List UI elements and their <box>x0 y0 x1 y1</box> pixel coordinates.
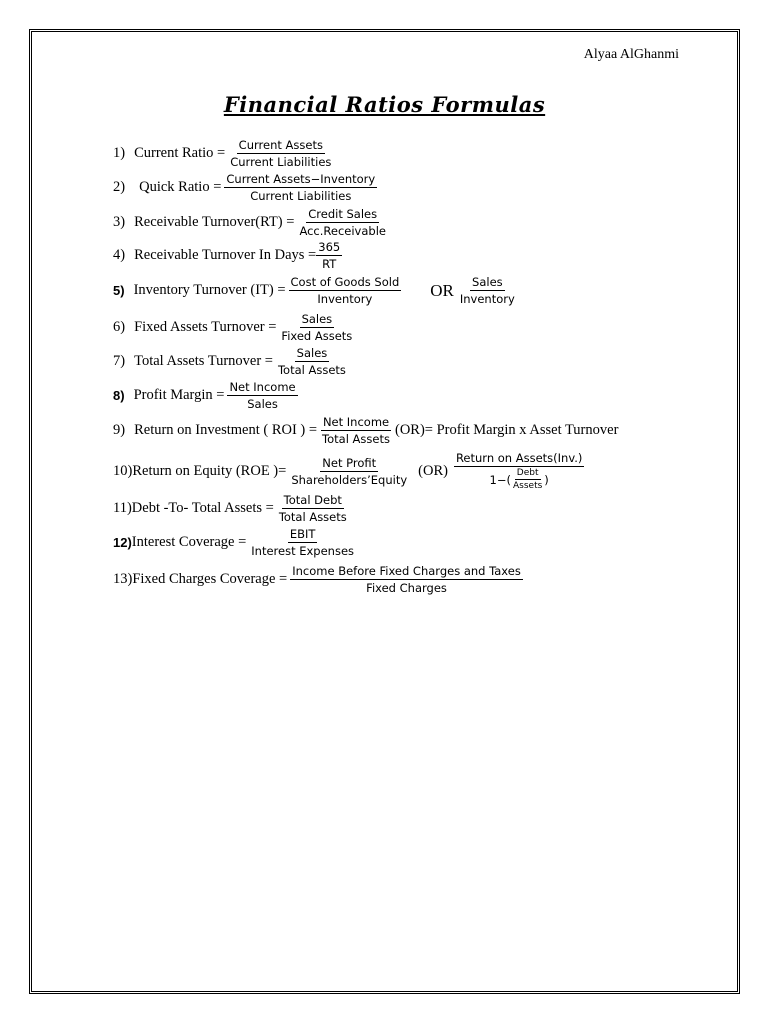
fraction-numerator: Sales <box>301 312 333 326</box>
formula-fraction <box>224 172 377 203</box>
nested-fraction <box>511 468 544 491</box>
formula-fraction <box>228 138 333 169</box>
formula-row-13 <box>113 564 526 595</box>
formula-suffix: (OR)= Profit Margin x Asset Turnover <box>395 422 619 438</box>
formula-label: Fixed Charges Coverage = <box>132 571 288 587</box>
or-separator: (OR) <box>418 462 448 479</box>
formula-row-12 <box>113 527 359 558</box>
formula-number: 11) <box>113 500 132 516</box>
fraction-numerator: Return on Assets(Inv.) <box>455 451 583 465</box>
page-title: Financial Ratios Formulas <box>223 92 546 117</box>
fraction-denominator: Interest Expenses <box>251 544 355 558</box>
formula-number: 6) <box>113 319 126 335</box>
formula-row-6 <box>113 312 357 343</box>
fraction-denominator: Sales <box>247 397 278 411</box>
formula-row-1 <box>113 138 336 169</box>
formula-fraction <box>297 207 388 238</box>
formula-row-5 <box>113 275 520 306</box>
author-name: Alyaa AlGhanmi <box>583 47 679 62</box>
formula-label: Return on Equity (ROE )= <box>132 462 287 479</box>
formula-fraction <box>279 312 354 343</box>
formula-fraction <box>249 527 356 558</box>
fraction-denominator: Acc.Receivable <box>299 224 386 238</box>
fraction-numerator: EBIT <box>289 527 316 541</box>
formula-row-7 <box>113 346 351 377</box>
formula-row-4 <box>113 240 345 271</box>
alt-formula-fraction <box>454 451 584 491</box>
formula-fraction <box>289 456 409 487</box>
formula-row-3 <box>113 207 391 238</box>
fraction-numerator: Net Income <box>229 380 296 394</box>
document-page <box>31 31 738 992</box>
fraction-denominator: Fixed Assets <box>281 329 353 343</box>
formula-label: Receivable Turnover(RT) = <box>134 214 295 230</box>
formula-label: Debt -To- Total Assets = <box>131 500 274 516</box>
formula-number: 4) <box>113 247 126 263</box>
fraction-denominator: Inventory <box>459 292 515 306</box>
alt-formula-fraction <box>458 275 517 306</box>
fraction-numerator: Income Before Fixed Charges and Taxes <box>292 564 521 578</box>
formula-number: 12) <box>113 535 132 550</box>
formula-number: 8) <box>113 388 125 403</box>
formula-fraction <box>227 380 297 411</box>
formula-label: Inventory Turnover (IT) = <box>133 282 286 298</box>
formula-number: 5) <box>113 283 125 298</box>
formula-label: Total Assets Turnover = <box>134 353 273 369</box>
fraction-denominator <box>488 467 551 491</box>
fraction-numerator: Current Assets <box>238 138 323 152</box>
fraction-numerator: Current Assets−Inventory <box>226 172 376 186</box>
fraction-numerator: 365 <box>318 240 341 254</box>
fraction-numerator: Net Profit <box>322 455 377 470</box>
fraction-denominator: RT <box>322 257 337 271</box>
formula-fraction <box>276 346 348 377</box>
formula-number: 13) <box>113 571 133 587</box>
formula-label: Interest Coverage = <box>131 534 247 550</box>
fraction-denominator: Total Assets <box>278 510 347 524</box>
formula-row-11 <box>113 493 352 524</box>
formula-fraction <box>290 564 523 595</box>
fraction-denominator: Fixed Charges <box>366 581 447 595</box>
formula-row-2 <box>113 172 380 203</box>
formula-row-10 <box>113 451 587 491</box>
fraction-denominator: Inventory <box>317 292 373 306</box>
formula-label: Return on Investment ( ROI ) = <box>134 422 318 438</box>
fraction-numerator: Sales <box>472 275 503 289</box>
fraction-numerator: Net Income <box>322 415 390 429</box>
formula-fraction <box>289 275 402 306</box>
fraction-denominator: Assets <box>513 481 543 491</box>
formula-label: Profit Margin = <box>133 387 225 403</box>
formula-fraction <box>320 415 392 446</box>
fraction-numerator: Sales <box>296 346 328 360</box>
or-separator: OR <box>430 280 454 300</box>
fraction-denominator: Shareholders’Equity <box>291 472 408 487</box>
formula-number: 9) <box>113 422 126 438</box>
formula-number: 2) <box>113 179 126 195</box>
fraction-denominator: Current Liabilities <box>250 189 352 203</box>
formula-number: 10) <box>113 462 133 479</box>
fraction-numerator: Credit Sales <box>308 207 378 221</box>
formula-label: Fixed Assets Turnover = <box>134 319 277 335</box>
formula-row-8 <box>113 380 301 411</box>
formula-number: 1) <box>113 145 126 161</box>
formula-label: Quick Ratio = <box>139 179 222 195</box>
fraction-denominator: Total Assets <box>277 363 346 377</box>
fraction-denominator: Total Assets <box>322 432 390 446</box>
fraction-numerator: Total Debt <box>283 493 342 507</box>
formula-number: 3) <box>113 214 126 230</box>
fraction-numerator: Cost of Goods Sold <box>290 275 400 289</box>
denominator-suffix: ) <box>544 472 549 487</box>
fraction-denominator: Current Liabilities <box>230 155 332 169</box>
formula-fraction <box>277 493 349 524</box>
formula-fraction <box>316 240 342 271</box>
fraction-numerator: Debt <box>516 468 539 478</box>
denominator-prefix: 1−( <box>489 472 511 487</box>
formula-label: Current Ratio = <box>134 145 226 161</box>
formula-row-9 <box>113 415 618 446</box>
formula-number: 7) <box>113 353 126 369</box>
formula-label: Receivable Turnover In Days = <box>134 247 317 263</box>
